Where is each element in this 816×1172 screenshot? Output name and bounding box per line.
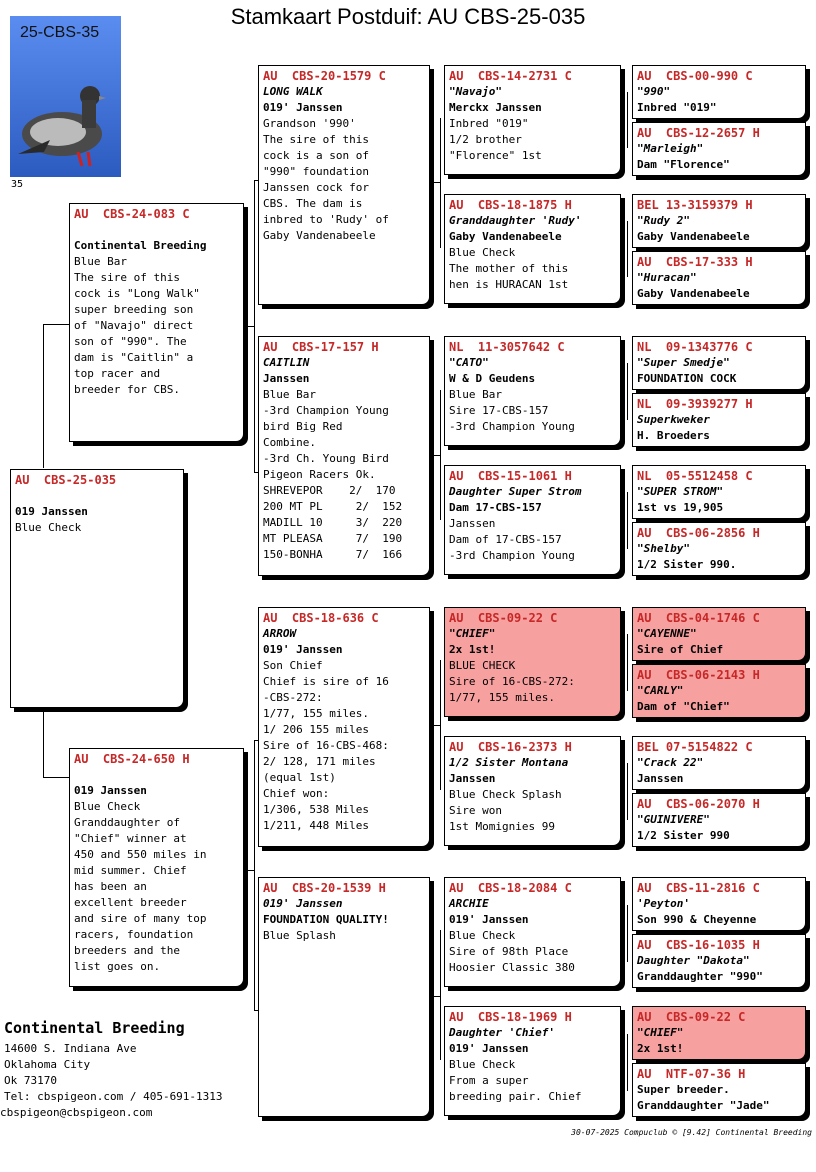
card-line: Janssen	[449, 517, 496, 530]
ring-number: AU CBS-04-1746 C	[637, 611, 760, 625]
card-line: "CAYENNE"	[637, 627, 697, 640]
ring-number: AU CBS-24-650 H	[74, 752, 190, 766]
g3-card[interactable]	[444, 736, 621, 846]
ring-number: AU CBS-09-22 C	[637, 1010, 746, 1024]
card-line: "CARLY"	[637, 684, 684, 697]
g2-card[interactable]	[258, 336, 430, 576]
ring-number: AU CBS-17-333 H	[637, 255, 753, 269]
card-line: MT PLEASA 7/ 190	[263, 532, 403, 545]
g4-card[interactable]	[632, 736, 806, 790]
card-line: (equal 1st)	[263, 771, 336, 784]
card-line: 200 MT PL 2/ 152	[263, 500, 403, 513]
ring-number: AU CBS-14-2731 C	[449, 69, 572, 83]
card-line: Chief is sire of 16	[263, 675, 389, 688]
card-line: "Huracan"	[637, 271, 697, 284]
card-line: "Super Smedje"	[637, 356, 730, 369]
card-line: "GUINIVERE"	[637, 813, 710, 826]
card-line: 1/ 206 155 miles	[263, 723, 369, 736]
card-line: Daughter "Dakota"	[637, 954, 750, 967]
card-line: Sire of 16-CBS-272:	[449, 675, 575, 688]
card-line: racers, foundation	[74, 928, 194, 941]
ring-number: AU CBS-06-2143 H	[637, 668, 760, 682]
g3-card[interactable]	[444, 465, 621, 575]
card-line: Continental Breeding	[74, 239, 207, 252]
card-line: 1st Momignies 99	[449, 820, 555, 833]
g4-card[interactable]	[632, 65, 806, 119]
card-line: "990"	[637, 85, 671, 98]
breeder-info	[0, 1019, 223, 1121]
card-line: has been an	[74, 880, 147, 893]
ring-number: BEL 13-3159379 H	[637, 198, 753, 212]
card-line: "Shelby"	[637, 542, 690, 555]
card-line: 019' Janssen	[263, 643, 343, 656]
card-line: "Rudy 2"	[637, 214, 690, 227]
card-line: Janssen	[263, 372, 310, 385]
card-line: Gaby Vandenabeele	[263, 229, 376, 242]
card-line: "Navajo"	[449, 85, 502, 98]
g3-card[interactable]	[444, 194, 621, 304]
card-line: 019' Janssen	[263, 101, 343, 114]
card-line: top racer and	[74, 367, 161, 380]
g4-card[interactable]	[632, 877, 806, 931]
card-line: Dam 17-CBS-157	[449, 501, 542, 514]
card-line: Blue Check	[15, 521, 82, 534]
card-line: mid summer. Chief	[74, 864, 187, 877]
card-line: FOUNDATION COCK	[637, 372, 737, 385]
card-line: Inbred "019"	[637, 101, 717, 114]
card-line: inbred to 'Rudy' of	[263, 213, 389, 226]
card-line: Dam of 17-CBS-157	[449, 533, 562, 546]
ring-number: AU CBS-17-157 H	[263, 340, 379, 354]
photo-caption: 35	[11, 179, 24, 190]
ring-number: AU CBS-16-2373 H	[449, 740, 572, 754]
page-title: Stamkaart Postduif: AU CBS-25-035	[230, 4, 586, 29]
card-line: 1st vs 19,905	[637, 501, 724, 514]
g3-card[interactable]	[444, 607, 621, 717]
card-line: Inbred "019"	[449, 117, 529, 130]
g4-card[interactable]	[632, 465, 806, 519]
card-line: 1/211, 448 Miles	[263, 819, 369, 832]
card-line: ARCHIE	[449, 897, 489, 910]
card-line: Pigeon Racers Ok.	[263, 468, 376, 481]
card-line: Janssen cock for	[263, 181, 369, 194]
card-line: ARROW	[263, 627, 297, 640]
card-line: 1/2 Sister 990.	[637, 558, 737, 571]
card-line: "CHIEF"	[637, 1026, 684, 1039]
card-line: "CATO"	[449, 356, 489, 369]
g4-card[interactable]	[632, 522, 806, 576]
ring-number: AU CBS-00-990 C	[637, 69, 753, 83]
card-line: Blue Bar	[263, 388, 316, 401]
card-line: "SUPER STROM"	[637, 485, 724, 498]
card-line: dam is "Caitlin" a	[74, 351, 194, 364]
card-line: 'Peyton'	[637, 897, 690, 910]
breeder-phone: Tel: cbspigeon.com / 405-691-1313	[4, 1090, 223, 1103]
g4-card[interactable]	[632, 194, 806, 248]
card-line: 019' Janssen	[449, 1042, 529, 1055]
card-line: The mother of this	[449, 262, 569, 275]
card-line: 2x 1st!	[449, 643, 496, 656]
ring-number: AU CBS-18-636 C	[263, 611, 379, 625]
card-line: Combine.	[263, 436, 316, 449]
card-line: 1/2 Sister 990	[637, 829, 730, 842]
g4-card[interactable]	[632, 607, 806, 661]
g4-card[interactable]	[632, 934, 806, 988]
g4-card[interactable]	[632, 122, 806, 176]
g3-card[interactable]	[444, 877, 621, 987]
card-line: Hoosier Classic 380	[449, 961, 575, 974]
g4-card[interactable]	[632, 251, 806, 305]
ring-number: AU CBS-25-035	[15, 473, 117, 487]
g4-card[interactable]	[632, 1006, 806, 1060]
ring-number: AU CBS-15-1061 H	[449, 469, 572, 483]
ring-number: AU CBS-12-2657 H	[637, 126, 760, 140]
card-line: Daughter Super Strom	[449, 485, 582, 498]
ring-number: AU CBS-18-1875 H	[449, 198, 572, 212]
card-line: "CHIEF"	[449, 627, 496, 640]
card-line: CAITLIN	[263, 356, 310, 369]
card-line: Dam "Florence"	[637, 158, 730, 171]
ring-number: AU CBS-18-2084 C	[449, 881, 572, 895]
card-line: "Chief" winner at	[74, 832, 187, 845]
card-line	[74, 767, 239, 783]
card-line: Sire won	[449, 804, 502, 817]
card-line: 450 and 550 miles in	[74, 848, 207, 861]
card-line: Sire 17-CBS-157	[449, 404, 549, 417]
photo-label: 25-CBS-35	[20, 24, 100, 41]
card-line: SHREVEPOR 2/ 170	[263, 484, 396, 497]
breeder-city: Oklahoma City	[4, 1058, 91, 1071]
card-line: hen is HURACAN 1st	[449, 278, 569, 291]
card-line: From a super	[449, 1074, 529, 1087]
pigeon-image	[10, 56, 121, 177]
g3-card[interactable]	[444, 1006, 621, 1116]
g4-card[interactable]	[632, 1063, 806, 1117]
ring-number: AU CBS-11-2816 C	[637, 881, 760, 895]
card-line: -3rd Champion Young	[449, 420, 575, 433]
card-line: Granddaughter 'Rudy'	[449, 214, 582, 227]
breeder-address: 14600 S. Indiana Ave	[4, 1042, 137, 1055]
g4-card[interactable]	[632, 336, 806, 390]
card-line: Grandson '990'	[263, 117, 356, 130]
ring-number: AU CBS-24-083 C	[74, 207, 190, 221]
card-line: Sire of Chief	[637, 643, 724, 656]
card-line: 150-BONHA 7/ 166	[263, 548, 403, 561]
subject-card[interactable]	[10, 469, 184, 708]
card-line: 019 Janssen	[74, 784, 147, 797]
sire-card[interactable]	[69, 203, 244, 442]
card-line: "Marleigh"	[637, 142, 704, 155]
card-line: of "Navajo" direct	[74, 319, 194, 332]
ring-number: AU CBS-06-2070 H	[637, 797, 760, 811]
card-line: breeder for CBS.	[74, 383, 180, 396]
card-line: Superkweker	[637, 413, 710, 426]
card-line: "990" foundation	[263, 165, 369, 178]
card-line: The sire of this	[263, 133, 369, 146]
ring-number: AU CBS-20-1579 C	[263, 69, 386, 83]
card-line: BLUE CHECK	[449, 659, 516, 672]
card-line: Chief won:	[263, 787, 330, 800]
g2-card[interactable]	[258, 65, 430, 305]
ring-number: AU NTF-07-36 H	[637, 1067, 746, 1081]
g4-card[interactable]	[632, 664, 806, 718]
card-line: Janssen	[637, 772, 684, 785]
ring-number: AU CBS-06-2856 H	[637, 526, 760, 540]
card-line: -3rd Champion Young	[449, 549, 575, 562]
card-line: Blue Bar	[74, 255, 127, 268]
card-line: CBS. The dam is	[263, 197, 363, 210]
card-line: -3rd Champion Young	[263, 404, 389, 417]
card-line: Gaby Vandenabeele	[637, 287, 750, 300]
card-line: breeders and the	[74, 944, 180, 957]
card-line: 1/77, 155 miles.	[449, 691, 555, 704]
ring-number: NL 05-5512458 C	[637, 469, 753, 483]
card-line: Blue Splash	[263, 929, 336, 942]
card-line: Blue Check	[449, 246, 516, 259]
g3-card[interactable]	[444, 336, 621, 446]
card-line: H. Broeders	[637, 429, 710, 442]
card-line	[15, 488, 179, 504]
breeder-name: Continental Breeding	[4, 1019, 185, 1037]
card-line: Janssen	[449, 772, 496, 785]
footer: 30-07-2025 Compuclub © [9.42] Continental Breeding	[571, 1128, 812, 1137]
card-line: 1/77, 155 miles.	[263, 707, 369, 720]
card-line: The sire of this	[74, 271, 180, 284]
card-line: bird Big Red	[263, 420, 343, 433]
card-line: Sire of 16-CBS-468:	[263, 739, 389, 752]
card-line: -CBS-272:	[263, 691, 323, 704]
card-line: 019 Janssen	[15, 505, 88, 518]
card-line: Blue Check	[449, 929, 516, 942]
card-line: 1/2 brother	[449, 133, 522, 146]
card-line: "Florence" 1st	[449, 149, 542, 162]
g2-card[interactable]	[258, 607, 430, 847]
card-line: 1/306, 538 Miles	[263, 803, 369, 816]
card-line: 019' Janssen	[449, 913, 529, 926]
card-line: 2x 1st!	[637, 1042, 684, 1055]
ring-number: AU CBS-09-22 C	[449, 611, 558, 625]
ring-number: NL 11-3057642 C	[449, 340, 565, 354]
card-line: excellent breeder	[74, 896, 187, 909]
ring-number: AU CBS-18-1969 H	[449, 1010, 572, 1024]
ring-number: NL 09-3939277 H	[637, 397, 753, 411]
card-line: W & D Geudens	[449, 372, 536, 385]
card-line: cock is "Long Walk"	[74, 287, 200, 300]
card-line: 1/2 Sister Montana	[449, 756, 569, 769]
card-line: breeding pair. Chief	[449, 1090, 582, 1103]
card-line: Dam of "Chief"	[637, 700, 730, 713]
card-line: Granddaughter "990"	[637, 970, 763, 983]
ring-number: BEL 07-5154822 C	[637, 740, 753, 754]
card-line: Son Chief	[263, 659, 323, 672]
card-line: Gaby Vandenabeele	[637, 230, 750, 243]
card-line: "Crack 22"	[637, 756, 704, 769]
card-line: LONG WALK	[263, 85, 323, 98]
card-line: Blue Check	[449, 1058, 516, 1071]
ring-number: AU CBS-20-1539 H	[263, 881, 386, 895]
g2-card[interactable]	[258, 877, 430, 1117]
card-line: Granddaughter "Jade"	[637, 1099, 770, 1112]
card-line: Merckx Janssen	[449, 101, 542, 114]
card-line: MADILL 10 3/ 220	[263, 516, 403, 529]
card-line: Daughter 'Chief'	[449, 1026, 555, 1039]
g4-card[interactable]	[632, 793, 806, 847]
card-line: list goes on.	[74, 960, 161, 973]
ring-number: NL 09-1343776 C	[637, 340, 753, 354]
card-line: Granddaughter of	[74, 816, 180, 829]
card-line: FOUNDATION QUALITY!	[263, 913, 389, 926]
card-line: and sire of many top	[74, 912, 207, 925]
card-line: 2/ 128, 171 miles	[263, 755, 376, 768]
card-line: Super breeder.	[637, 1083, 730, 1096]
card-line: cock is a son of	[263, 149, 369, 162]
card-line: Gaby Vandenabeele	[449, 230, 562, 243]
breeder-state-zip: Ok 73170	[4, 1074, 57, 1087]
card-line: -3rd Ch. Young Bird	[263, 452, 389, 465]
breeder-email: cbspigeon@cbspigeon.com	[0, 1106, 153, 1119]
card-line: Blue Check Splash	[449, 788, 562, 801]
g4-card[interactable]	[632, 393, 806, 447]
card-line: Blue Bar	[449, 388, 502, 401]
card-line: 019' Janssen	[263, 897, 343, 910]
card-line: Sire of 98th Place	[449, 945, 569, 958]
card-line: super breeding son	[74, 303, 194, 316]
dam-card[interactable]	[69, 748, 244, 987]
g3-card[interactable]	[444, 65, 621, 175]
card-line	[74, 222, 239, 238]
pigeon-photo	[10, 16, 121, 177]
card-line: Blue Check	[74, 800, 141, 813]
ring-number: AU CBS-16-1035 H	[637, 938, 760, 952]
card-line: son of "990". The	[74, 335, 187, 348]
card-line: Son 990 & Cheyenne	[637, 913, 757, 926]
